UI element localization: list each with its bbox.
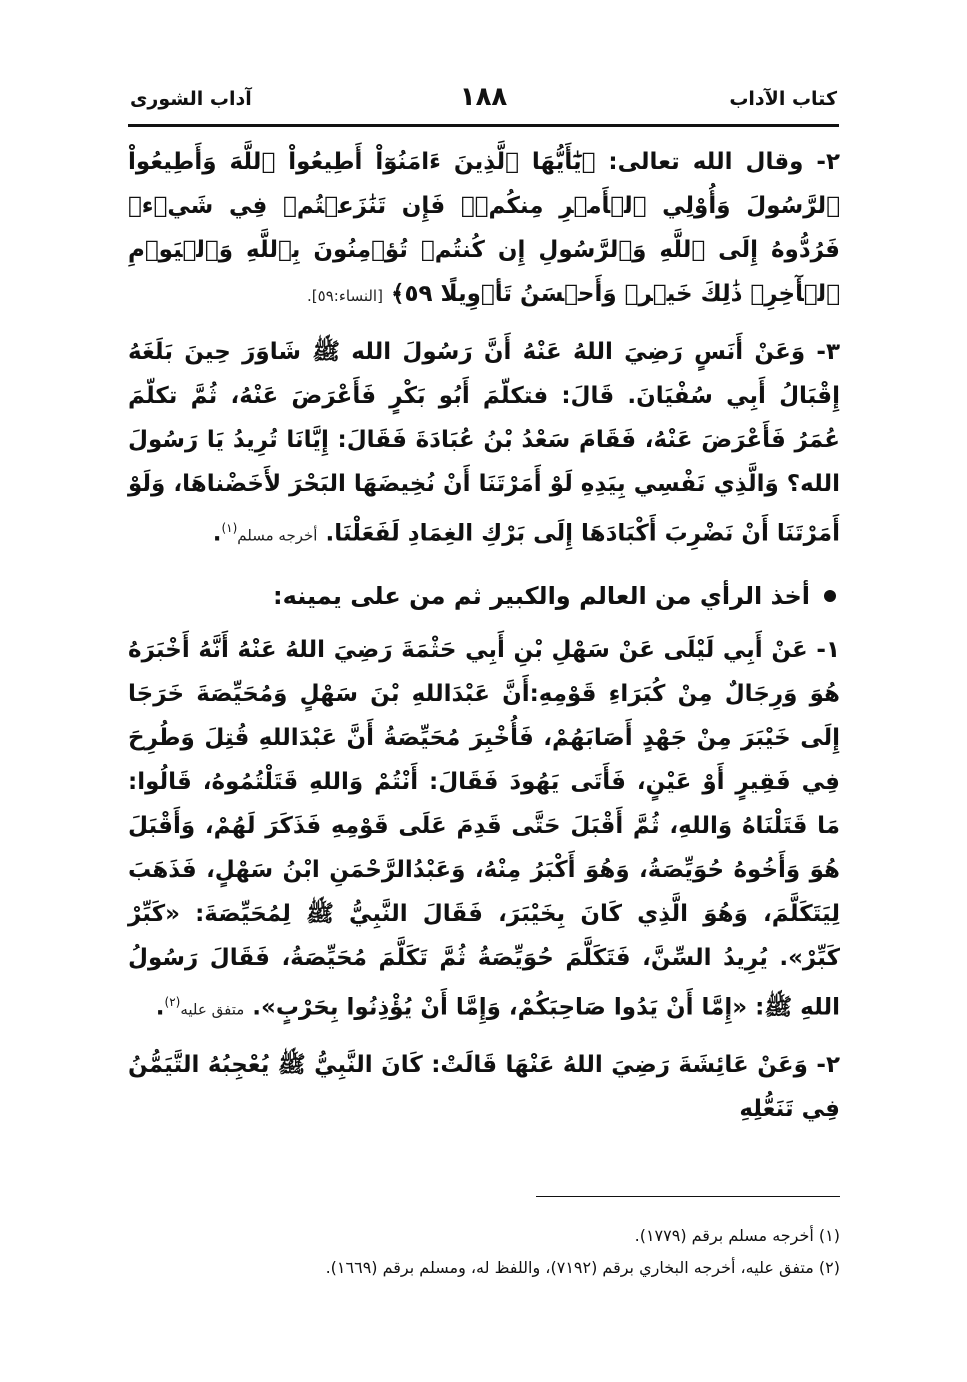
paragraph-hadith — [128, 1043, 840, 1131]
page-number: ١٨٨ — [459, 82, 508, 112]
verse-reference: [النساء:٥٩]. — [307, 287, 383, 305]
paragraph-number: ٣- — [816, 339, 840, 365]
paragraph-text: وَعَنْ أَنَسٍ رَضِيَ اللهُ عَنْهُ أَنَّ رَسُولَ الله ﷺ شَاوَرَ حِينَ بَلَغَهُ إِقْبَالُ أَبِي سُفْيَانَ. قَالَ: فتكلّمَ أَبُو بَكْرٍ فَأَعْرَضَ عَنْهُ، ثُمَّ تكلّمَ عُمَرُ فَأَعْرَضَ عَنْهُ، فَقَامَ سَعْدُ بْنُ عُبَادَةَ فَقَالَ: إِيَّانَا تُرِيدُ يَا رَسُولَ الله؟ وَالَّذِي نَفْسِي بِيَدِهِ لَوْ أَمَرْتَنَا أَنْ نُخِيضَهَا البَحْرَ لأَخَضْناهَا، وَلَوْ أَمَرْتَنَا أَنْ نَضْرِبَ أَكْبَادَهَا إِلَى بَرْكِ الغِمَادِ لَفَعَلْنَا. — [128, 339, 840, 547]
section-heading-text: أخذ الرأي من العالم والكبير ثم من على يمينه: — [273, 581, 810, 610]
footnote-marker: (٢) — [164, 994, 181, 1009]
paragraph-number: ٢- — [816, 149, 840, 175]
paragraph-hadith: ١- عَنْ أَبِي لَيْلَى عَنْ سَهْلِ بْنِ أَبِي حَثْمَةَ رَضِيَ اللهُ عَنْهُ أَنَّهُ أَخْبَرَهُ هُوَ وَرِجَالٌ مِنْ كُبَرَاءِ قَوْمِهِ:أَنَّ عَبْدَاللهِ بْنَ سَهْلٍ وَمُحَيِّصَةَ خَرَجَا إِلَى خَيْبَرَ مِنْ جَهْدٍ أَصَابَهُمْ، فَأُخْبِرَ مُحَيِّصَةُ أَنَّ عَبْدَاللهِ قُتِلَ وَطُرِحَ فِي فَقِيرٍ أَوْ عَيْنٍ، فَأَتَى يَهُودَ فَقَالَ: أَنْتُمْ وَاللهِ قَتَلْتُمُوهُ، قَالُوا: مَا قَتَلْنَاهُ وَاللهِ، ثُمَّ أَقْبَلَ حَتَّى قَدِمَ عَلَى قَوْمِهِ فَذَكَرَ لَهُمْ، وَأَقْبَلَ هُوَ وَأَخُوهُ حُوَيِّصَةُ، وَهُوَ أَكْبَرُ مِنْهُ، وَعَبْدُالرَّحْمَنِ ابْنُ سَهْلٍ، فَذَهَبَ لِيَتَكَلَّمَ، وَهُوَ الَّذِي كَانَ بِخَيْبَرَ، فَقَالَ النَّبِيُّ ﷺ لِمُحَيِّصَةَ: «كَبِّرْ كَبِّرْ». يُرِيدُ السِّنَّ، فَتَكَلَّمَ حُوَيِّصَةُ ثُمَّ تَكَلَّمَ مُحَيِّصَةُ، فَقَالَ رَسُولُ اللهِ ﷺ: «إِمَّا أَنْ يَدُوا صَاحِبَكُمْ، وَإِمَّا أَنْ يُؤْذِنُوا بِحَرْبٍ». متفق عليه$^{(٢)}$. — [128, 636, 840, 1021]
main-text — [128, 140, 840, 1141]
footnotes — [128, 1220, 840, 1284]
paragraph-text: وَعَنْ عَائِشَةَ رَضِيَ اللهُ عَنْهَا قَالَتْ: كَانَ النَّبِيُّ ﷺ يُعْجِبُهُ التَّيَمُّنُ فِي تَنَعُّلِهِ — [128, 1052, 840, 1123]
paragraph-number: ١- — [816, 636, 840, 663]
footnote: (٢) متفق عليه، أخرجه البخاري برقم (٧١٩٢)، واللفظ له، ومسلم برقم (١٦٦٩). — [325, 1258, 840, 1277]
paragraph-verse — [128, 140, 840, 318]
running-header — [130, 82, 837, 116]
paragraph-text: وقال الله تعالى: ﴿يَٰٓأَيُّهَا ٱلَّذِينَ ءَامَنُوٓاْ أَطِيعُواْ ٱللَّهَ وَأَطِيعُواْ ٱلرَّسُولَ وَأُوْلِي ٱلۡأَمۡرِ مِنكُمۡۖ فَإِن تَنَٰزَعۡتُمۡ فِي شَيۡءٖ فَرُدُّوهُ إِلَى ٱللَّهِ وَٱلرَّسُولِ إِن كُنتُمۡ تُؤۡمِنُونَ بِٱللَّهِ وَٱلۡيَوۡمِ ٱلۡأٓخِرِۚ ذَٰلِكَ خَيۡرٞ وَأَحۡسَنُ تَأۡوِيلًا ٥٩﴾ — [128, 149, 840, 307]
footnote-divider — [536, 1196, 840, 1197]
footnote: (١) أخرجه مسلم برقم (١٧٧٩). — [634, 1226, 840, 1245]
book-title: كتاب الآداب — [729, 88, 837, 110]
hadith-reference: أخرجه مسلم — [237, 526, 318, 545]
chapter-title: آداب الشورى — [130, 88, 252, 110]
paragraph-number: ٢- — [816, 1052, 840, 1079]
hadith-reference: متفق عليه — [180, 1000, 245, 1019]
bullet-icon — [824, 590, 836, 602]
paragraph-hadith: ٣- وَعَنْ أَنَسٍ رَضِيَ اللهُ عَنْهُ أَنَّ رَسُولَ الله ﷺ شَاوَرَ حِينَ بَلَغَهُ إِقْبَالُ أَبِي سُفْيَانَ. قَالَ: فتكلّمَ أَبُو بَكْرٍ فَأَعْرَضَ عَنْهُ، ثُمَّ تكلّمَ عُمَرُ فَأَعْرَضَ عَنْهُ، فَقَامَ سَعْدُ بْنُ عُبَادَةَ فَقَالَ: إِيَّانَا تُرِيدُ يَا رَسُولَ الله؟ وَالَّذِي نَفْسِي بِيَدِهِ لَوْ أَمَرْتَنَا أَنْ نُخِيضَهَا البَحْرَ لأَخَضْناهَا، وَلَوْ أَمَرْتَنَا أَنْ نَضْرِبَ أَكْبَادَهَا إِلَى بَرْكِ الغِمَادِ لَفَعَلْنَا. أخرجه مسلم$^{(١)}$. — [128, 339, 840, 547]
footnote-marker: (١) — [221, 521, 238, 535]
paragraph-text: عَنْ أَبِي لَيْلَى عَنْ سَهْلِ بْنِ أَبِي حَثْمَةَ رَضِيَ اللهُ عَنْهُ أَنَّهُ أَخْبَرَهُ هُوَ وَرِجَالٌ مِنْ كُبَرَاءِ قَوْمِهِ:أَنَّ عَبْدَاللهِ بْنَ سَهْلٍ وَمُحَيِّصَةَ خَرَجَا إِلَى خَيْبَرَ مِنْ جَهْدٍ أَصَابَهُمْ، فَأُخْبِرَ مُحَيِّصَةُ أَنَّ عَبْدَاللهِ قُتِلَ وَطُرِحَ فِي فَقِيرٍ أَوْ عَيْنٍ، فَأَتَى يَهُودَ فَقَالَ: أَنْتُمْ وَاللهِ قَتَلْتُمُوهُ، قَالُوا: مَا قَتَلْنَاهُ وَاللهِ، ثُمَّ أَقْبَلَ حَتَّى قَدِمَ عَلَى قَوْمِهِ فَذَكَرَ لَهُمْ، وَأَقْبَلَ هُوَ وَأَخُوهُ حُوَيِّصَةُ، وَهُوَ أَكْبَرُ مِنْهُ، وَعَبْدُالرَّحْمَنِ ابْنُ سَهْلٍ، فَذَهَبَ لِيَتَكَلَّمَ، وَهُوَ الَّذِي كَانَ بِخَيْبَرَ، فَقَالَ النَّبِيُّ ﷺ لِمُحَيِّصَةَ: «كَبِّرْ كَبِّرْ». يُرِيدُ السِّنَّ، فَتَكَلَّمَ حُوَيِّصَةُ ثُمَّ تَكَلَّمَ مُحَيِّصَةُ، فَقَالَ رَسُولُ اللهِ ﷺ: «إِمَّا أَنْ يَدُوا صَاحِبَكُمْ، وَإِمَّا أَنْ يُؤْذِنُوا بِحَرْبٍ». — [128, 636, 840, 1021]
section-heading — [128, 574, 840, 618]
header-divider — [128, 124, 839, 127]
